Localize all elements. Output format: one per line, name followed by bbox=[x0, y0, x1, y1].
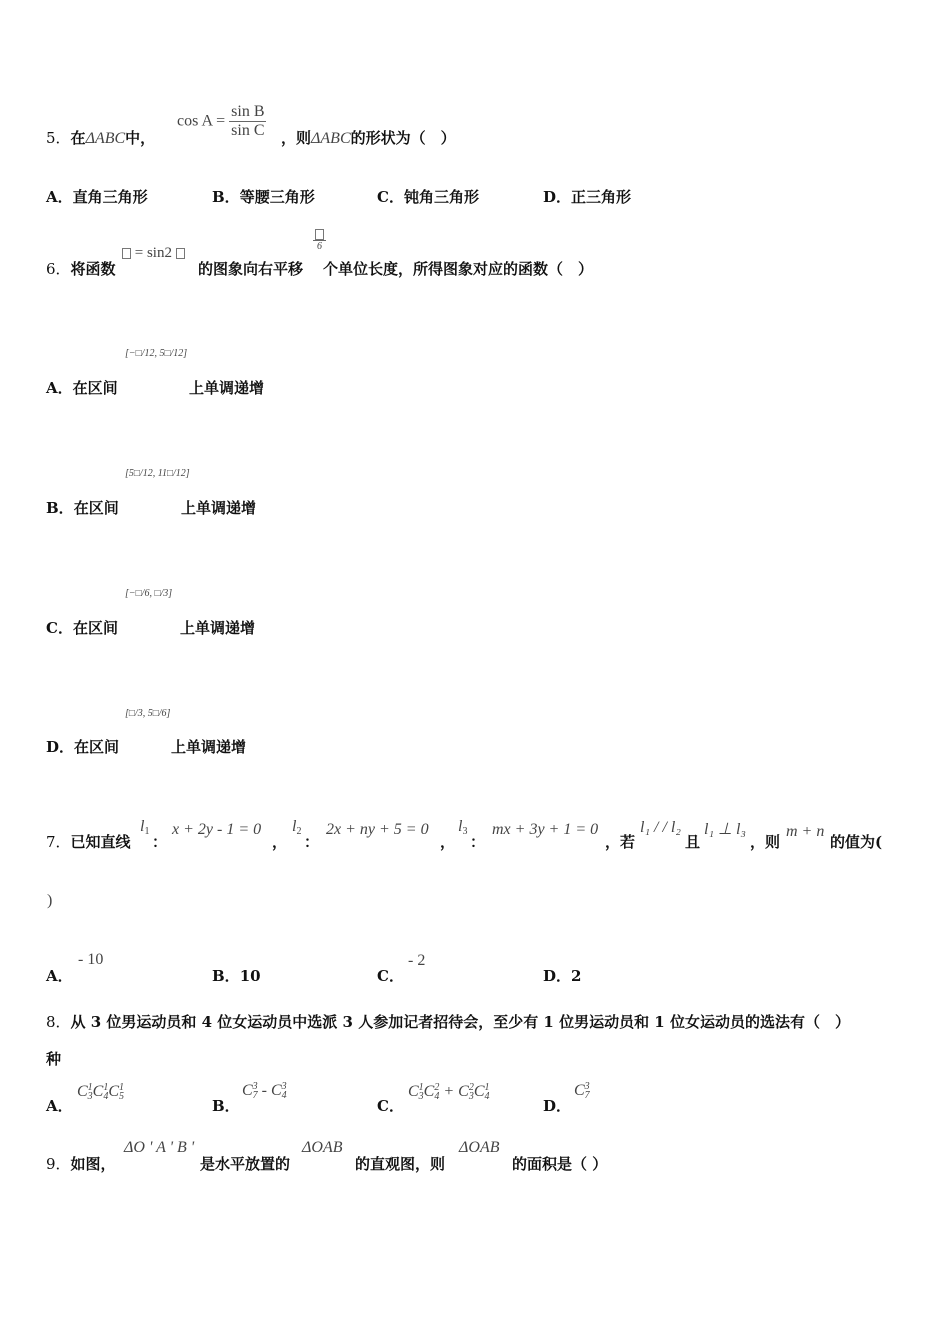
q7-option-c-value: - 2 bbox=[408, 952, 426, 969]
q7-option-a[interactable]: A． bbox=[46, 967, 73, 985]
shift-fraction: 6 bbox=[313, 229, 326, 252]
q8-option-d-formula: $C^3_7$ bbox=[574, 1081, 590, 1101]
placeholder-glyph-icon bbox=[315, 229, 324, 240]
perpendicular-condition: l₁ ⊥ l₃ bbox=[704, 821, 746, 838]
q5-option-d[interactable]: D．正三角形 bbox=[543, 188, 632, 206]
colon: ： bbox=[152, 833, 168, 851]
q5-option-c[interactable]: C．钝角三角形 bbox=[377, 188, 479, 206]
q8-option-b[interactable]: B． bbox=[212, 1097, 240, 1115]
q7-option-d[interactable]: D．2 bbox=[543, 967, 582, 985]
q6-a-interval: [−□/12, 5□/12] bbox=[125, 348, 188, 359]
q6-option-b-tail: 上单调递增 bbox=[181, 499, 257, 517]
question-9-mid2: 的直观图，则 bbox=[355, 1155, 446, 1173]
line-l1-label: $l_1$ bbox=[140, 818, 150, 837]
triangle-oab: ΔOAB bbox=[459, 1139, 500, 1156]
question-7-tail: 的值为( bbox=[830, 833, 883, 851]
and-text: 且 bbox=[685, 833, 701, 851]
q6-option-a-tail: 上单调递增 bbox=[189, 379, 265, 397]
q6-d-interval: [□/3, 5□/6] bbox=[125, 708, 171, 719]
question-9-tail: 的面积是（ ） bbox=[512, 1155, 608, 1173]
q8-option-c[interactable]: C． bbox=[377, 1097, 404, 1115]
q6-option-c-tail: 上单调递增 bbox=[180, 619, 256, 637]
triangle-oab-prime: ΔO ' A ' B ' bbox=[124, 1139, 195, 1156]
q7-option-c[interactable]: C． bbox=[377, 967, 404, 985]
question-7: 7．已知直线 bbox=[46, 833, 131, 851]
q8-option-a[interactable]: A． bbox=[46, 1097, 73, 1115]
q7-option-b[interactable]: B．10 bbox=[212, 967, 261, 985]
q8-option-a-formula: $C^1_3C^1_4C^1_5$ bbox=[77, 1082, 125, 1102]
equation-l2: 2x + ny + 5 = 0 bbox=[326, 821, 429, 838]
question-9-mid1: 是水平放置的 bbox=[200, 1155, 291, 1173]
close-paren: ) bbox=[47, 892, 53, 909]
question-6-mid: 的图象向右平移 bbox=[198, 260, 304, 278]
question-number: 5． bbox=[46, 129, 71, 147]
question-8-cont: 种 bbox=[46, 1050, 62, 1068]
function-formula: = sin2 bbox=[122, 245, 185, 262]
q8-option-c-formula: $C^1_3C^2_4 + C^2_3C^1_4$ bbox=[408, 1082, 490, 1102]
q8-option-b-formula: $C^3_7 - C^3_4$ bbox=[242, 1081, 287, 1101]
question-6-tail: 个单位长度，所得图象对应的函数（ ） bbox=[323, 260, 594, 278]
separator: ， bbox=[272, 833, 288, 851]
question-6: 6．将函数 bbox=[46, 260, 116, 278]
question-5-tail: ，则ΔABC的形状为（ ） bbox=[281, 129, 456, 147]
cos-formula: cos A = $\frac{\text{sin B}}{\text{sin C}}$ bbox=[177, 103, 265, 139]
separator: ， bbox=[440, 833, 456, 851]
q6-b-interval: [5□/12, 11□/12] bbox=[125, 468, 190, 479]
q5-option-a[interactable]: A．直角三角形 bbox=[46, 188, 148, 206]
m-plus-n: m + n bbox=[786, 823, 825, 840]
q5-option-b[interactable]: B．等腰三角形 bbox=[212, 188, 315, 206]
colon: ： bbox=[470, 833, 486, 851]
placeholder-glyph-icon bbox=[122, 248, 131, 259]
equation-l3: mx + 3y + 1 = 0 bbox=[492, 821, 599, 838]
q6-option-b[interactable]: B．在区间 bbox=[46, 499, 119, 517]
if-text: ，若 bbox=[605, 833, 636, 851]
question-8: 8．从 3 位男运动员和 4 位女运动员中选派 3 人参加记者招待会，至少有 1 位男运动员和 1 位女运动员的选法有（ ） bbox=[46, 1013, 850, 1031]
colon: ： bbox=[304, 833, 320, 851]
q6-option-d-tail: 上单调递增 bbox=[171, 738, 247, 756]
q7-option-a-value: - 10 bbox=[78, 951, 104, 968]
line-l3-label: $l_3$ bbox=[458, 818, 468, 837]
equation-l1: x + 2y - 1 = 0 bbox=[172, 821, 262, 838]
q6-option-d[interactable]: D．在区间 bbox=[46, 738, 120, 756]
triangle-oab: ΔOAB bbox=[302, 1139, 343, 1156]
q6-option-c[interactable]: C．在区间 bbox=[46, 619, 118, 637]
line-l2-label: $l_2$ bbox=[292, 818, 302, 837]
question-5: 5．在ΔABC中， bbox=[46, 129, 156, 147]
q6-c-interval: [−□/6, □/3] bbox=[125, 588, 173, 599]
parallel-condition: l₁ / / l₂ bbox=[640, 819, 681, 836]
then-text: ，则 bbox=[750, 833, 781, 851]
q8-option-d[interactable]: D． bbox=[543, 1097, 572, 1115]
question-9: 9．如图， bbox=[46, 1155, 116, 1173]
q6-option-a[interactable]: A．在区间 bbox=[46, 379, 118, 397]
placeholder-glyph-icon bbox=[176, 248, 185, 259]
